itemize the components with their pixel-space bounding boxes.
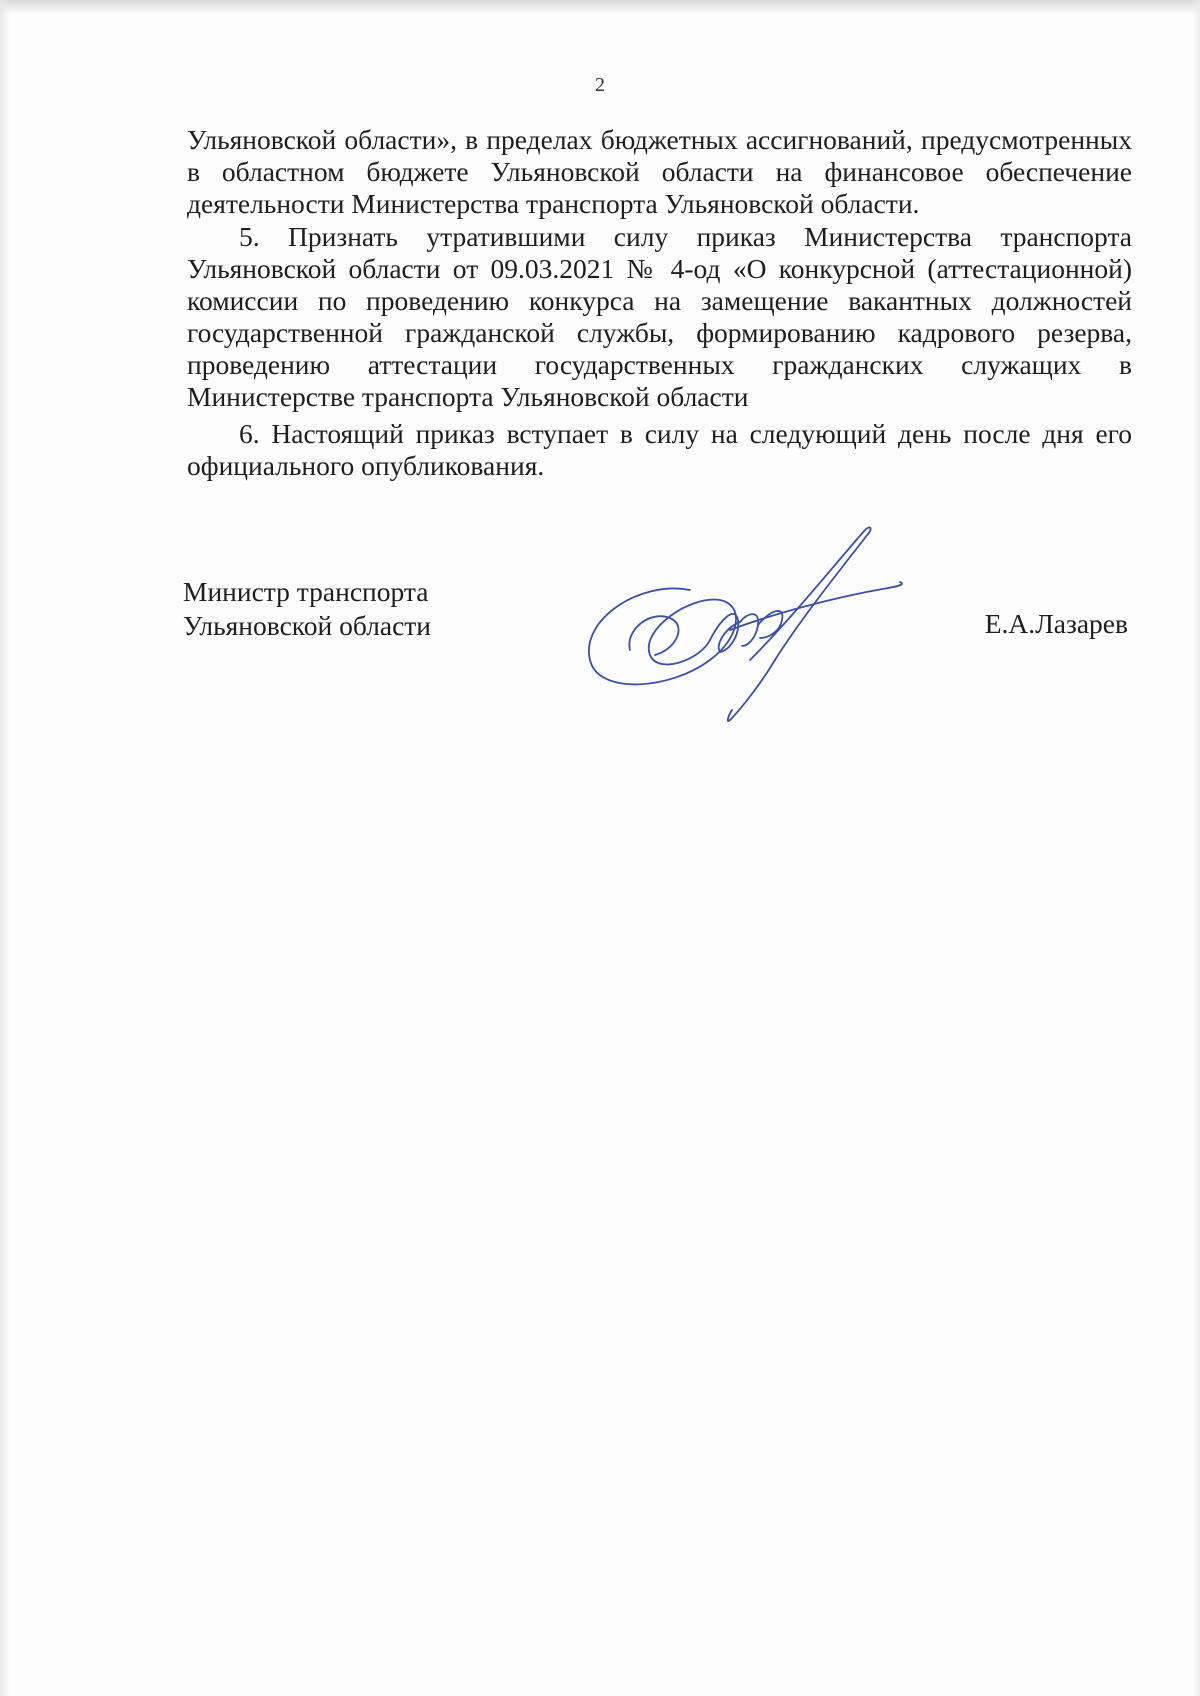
signer-title [183,575,503,643]
page-number: 2 [595,74,605,96]
scan-shadow-right [1192,0,1200,1696]
paragraph-continuation: Ульяновской области», в пределах бюджетных ассигнований, предусмотренных в областном бюджете Ульяновской области на финансовое обеспечение деятельности Министерства транспорта Ульяновской области. [187,124,1132,219]
paragraph-item-5: 5. Признать утратившими силу приказ Министерства транспорта Ульяновской области от 09.03.2021 № 4-од «О конкурсной (аттестационной) комиссии по проведению конкурса на замещение вакантных должностей государственной гражданской службы, формированию кадрового резерва, проведению аттестации государственных гражданских служащих в Министерстве транспорта Ульяновской области [187,221,1132,412]
scan-shadow-top [0,0,1200,14]
handwritten-signature [570,510,950,730]
scan-shadow-left [0,0,10,1696]
paragraph-item-6: 6. Настоящий приказ вступает в силу на следующий день после дня его официального опубликования. [187,418,1132,481]
signer-title-line-2: Ульяновской области [183,610,432,641]
signer-name: Е.А.Лазарев [984,608,1128,639]
signer-title-line-1: Министр транспорта [183,576,429,607]
